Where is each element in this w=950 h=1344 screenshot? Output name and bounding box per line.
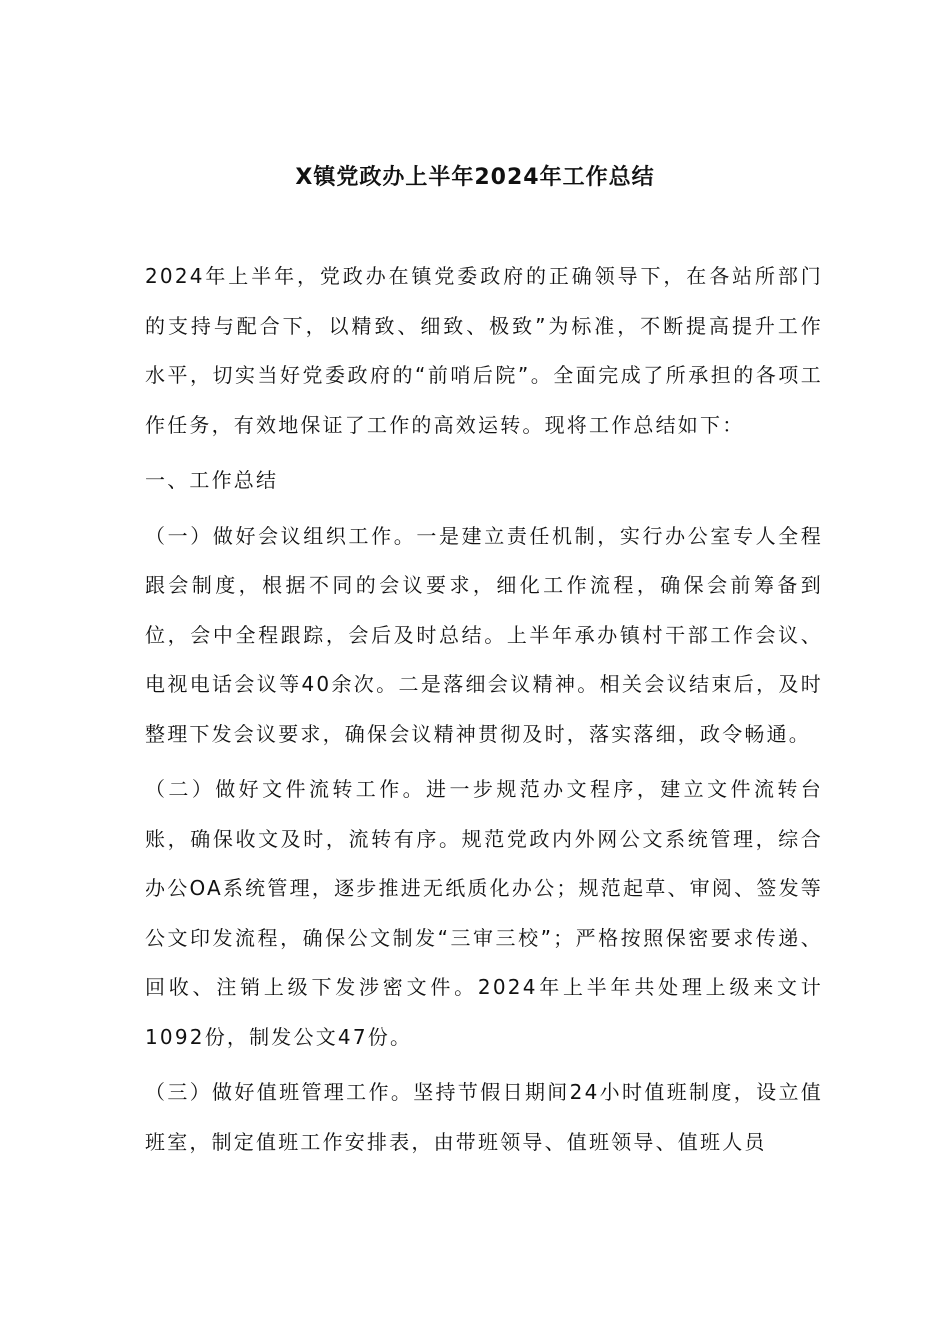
section-heading: 一、工作总结 <box>145 468 279 492</box>
item-paragraph-2: （二）做好文件流转工作。进一步规范办文程序，建立文件流转台账，确保收文及时，流转有序。规范党政内外网公文系统管理，综合办公OA系统管理，逐步推进无纸质化办公；规范起草、审阅、签发等公文印发流程，确保公文制发“三审三校”；严格按照保密要求传递、回收、注销上级下发涉密文件。2024年上半年共处理上级来文计1092份，制发公文47份。 <box>145 777 823 1049</box>
item-paragraph-1: （一）做好会议组织工作。一是建立责任机制，实行办公室专人全程跟会制度，根据不同的会议要求，细化工作流程，确保会前筹备到位，会中全程跟踪，会后及时总结。上半年承办镇村干部工作会议、电视电话会议等40余次。二是落细会议精神。相关会议结束后，及时整理下发会议要求，确保会议精神贯彻及时，落实落细，政令畅通。 <box>145 523 823 746</box>
document-title: X镇党政办上半年2024年工作总结 <box>295 165 655 190</box>
intro-paragraph: 2024年上半年，党政办在镇党委政府的正确领导下，在各站所部门的支持与配合下，以精致、细致、极致”为标准，不断提高提升工作水平，切实当好党委政府的“前哨后院”。全面完成了所承担的各项工作任务，有效地保证了工作的高效运转。现将工作总结如下： <box>145 264 823 437</box>
document-body <box>145 252 823 1173</box>
item-paragraph-3: （三）做好值班管理工作。坚持节假日期间24小时值班制度，设立值班室，制定值班工作安排表，由带班领导、值班领导、值班人员 <box>145 1080 823 1154</box>
